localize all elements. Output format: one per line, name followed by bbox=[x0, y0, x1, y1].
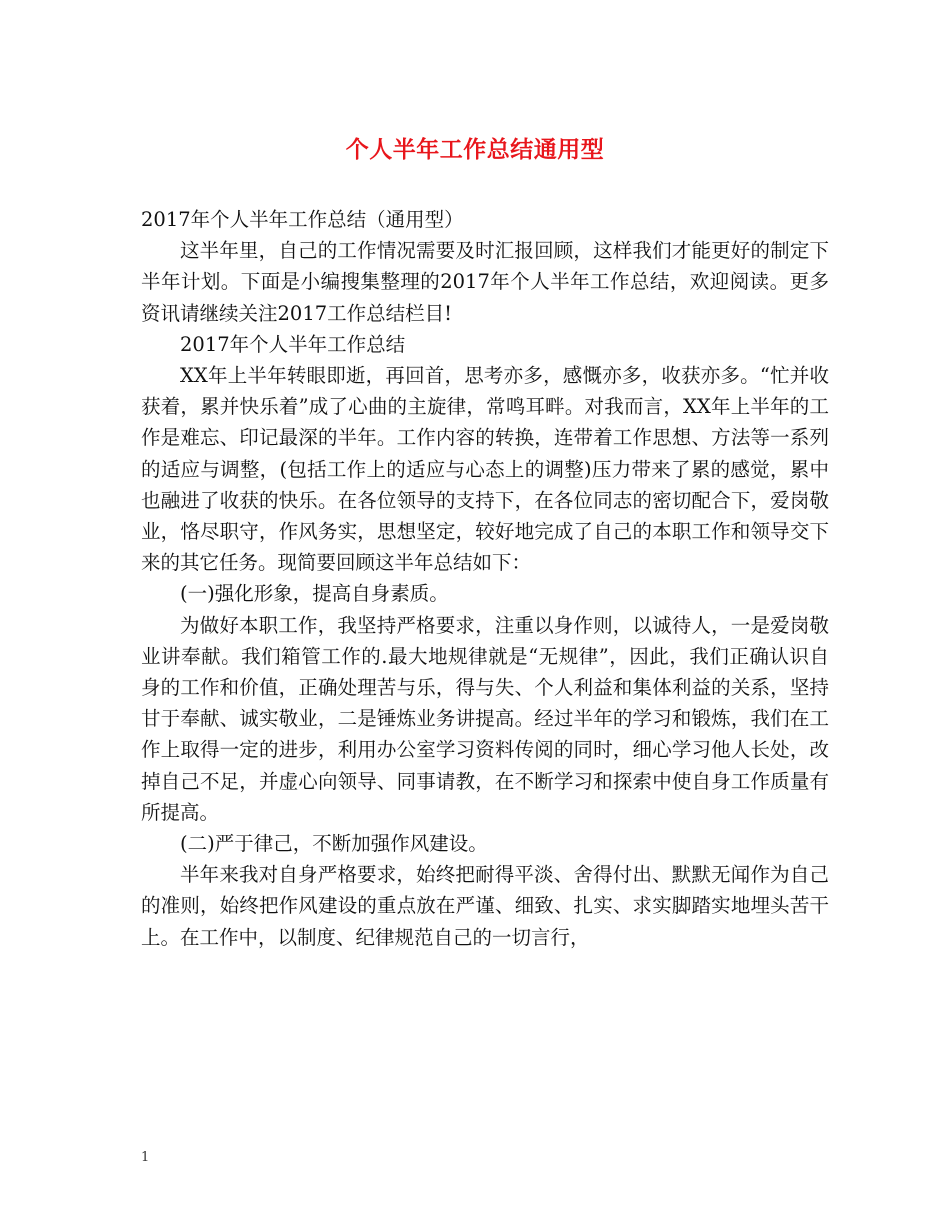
page-number: 1 bbox=[141, 1150, 150, 1165]
intro-paragraph: 这半年里，自己的工作情况需要及时汇报回顾，这样我们才能更好的制定下半年计划。下面是小编搜集整理的2017年个人半年工作总结，欢迎阅读。更多资讯请继续关注2017工作总结栏目! bbox=[141, 239, 829, 325]
section-heading: (一)强化形象，提高自身素质。 bbox=[180, 582, 449, 606]
subtitle-paragraph: 2017年个人半年工作总结（通用型） bbox=[141, 208, 464, 231]
body-paragraph: 半年来我对自身严格要求，始终把耐得平淡、舍得付出、默默无闻作为自己的准则，始终把作风建设的重点放在严谨、细致、扎实、求实脚踏实地埋头苦干上。在工作中，以制度、纪律规范自己的一切言行， bbox=[141, 863, 829, 949]
section-heading: (二)严于律己，不断加强作风建设。 bbox=[180, 832, 488, 856]
section-heading: 2017年个人半年工作总结 bbox=[180, 332, 406, 356]
document-title: 个人半年工作总结通用型 bbox=[345, 136, 605, 163]
body-paragraph: XX年上半年转眼即逝，再回首，思考亦多，感慨亦多，收获亦多。“忙并收获着，累并快乐着”成了心曲的主旋律，常鸣耳畔。对我而言，XX年上半年的工作是难忘、印记最深的半年。工作内容的转换，连带着工作思想、方法等一系列的适应与调整，(包括工作上的适应与心态上的调整)压力带来了累的感觉，累中也融进了收获的快乐。在各位领导的支持下，在各位同志的密切配合下，爱岗敬业，恪尽职守，作风务实，思想坚定，较好地完成了自己的本职工作和领导交下来的其它任务。现简要回顾这半年总结如下： bbox=[141, 364, 829, 575]
document-body bbox=[141, 204, 829, 953]
body-paragraph: 为做好本职工作，我坚持严格要求，注重以身作则，以诚待人，一是爱岗敬业讲奉献。我们箱管工作的.最大地规律就是“无规律”，因此，我们正确认识自身的工作和价值，正确处理苦与乐，得与失、个人利益和集体利益的关系，坚持甘于奉献、诚实敬业，二是锤炼业务讲提高。经过半年的学习和锻炼，我们在工作上取得一定的进步，利用办公室学习资料传阅的同时，细心学习他人长处，改掉自己不足，并虚心向领导、同事请教，在不断学习和探索中使自身工作质量有所提高。 bbox=[141, 613, 829, 824]
